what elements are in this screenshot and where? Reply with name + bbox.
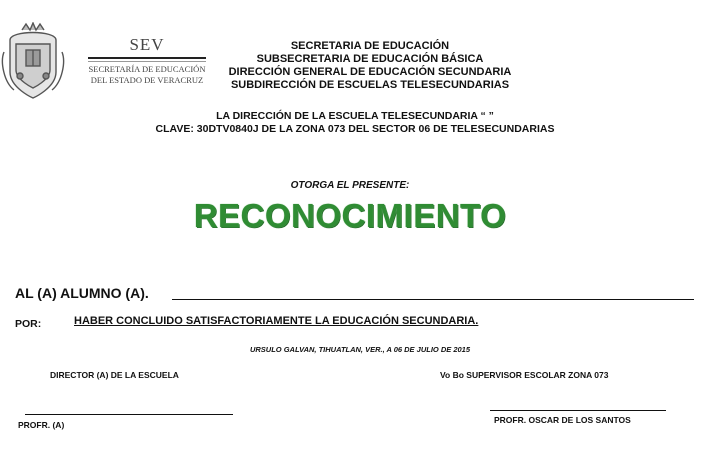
school-info: [120, 110, 590, 136]
por-text: HABER CONCLUIDO SATISFACTORIAMENTE LA EDUCACIÓN SECUNDARIA.: [74, 315, 479, 327]
sev-line-1: SECRETARÍA DE EDUCACIÓN: [88, 64, 206, 74]
otorga-text: OTORGA EL PRESENTE:: [290, 180, 410, 191]
por-label: POR:: [15, 318, 42, 330]
alumno-label: AL (A) ALUMNO (A).: [15, 285, 149, 301]
header-line-1: SECRETARIA DE EDUCACIÓN: [290, 40, 450, 52]
alumno-name-line: [172, 299, 694, 300]
director-name: PROFR. (A): [18, 420, 65, 430]
director-title: DIRECTOR (A) DE LA ESCUELA: [50, 370, 179, 380]
sev-logo: [72, 35, 212, 86]
sev-rule-thin: [88, 61, 206, 62]
institution-header: [220, 40, 520, 92]
veracruz-coat-of-arms-icon: [0, 22, 66, 102]
header-line-3: DIRECCIÓN GENERAL DE EDUCACIÓN SECUNDARIA: [228, 66, 512, 78]
header-line-4: SUBDIRECCIÓN DE ESCUELAS TELESECUNDARIAS: [230, 79, 510, 91]
certificate-title: RECONOCIMIENTO: [193, 197, 507, 234]
school-line-1: LA DIRECCIÓN DE LA ESCUELA TELESECUNDARIA “ ”: [216, 110, 494, 122]
sev-acronym: SEV: [129, 35, 165, 54]
sev-rule: [88, 57, 206, 59]
sev-line-2: DEL ESTADO DE VERACRUZ: [90, 75, 204, 85]
supervisor-signature-line: [490, 410, 666, 411]
supervisor-name: PROFR. OSCAR DE LOS SANTOS: [494, 415, 631, 425]
school-line-2: CLAVE: 30DTV0840J DE LA ZONA 073 DEL SECTOR 06 DE TELESECUNDARIAS: [155, 123, 555, 135]
supervisor-title: Vo Bo SUPERVISOR ESCOLAR ZONA 073: [440, 370, 609, 380]
director-signature-line: [25, 414, 233, 415]
place-date: URSULO GALVAN, TIHUATLAN, VER., A 06 DE JULIO DE 2015: [249, 345, 471, 354]
header-line-2: SUBSECRETARIA DE EDUCACIÓN BÁSICA: [256, 53, 484, 65]
